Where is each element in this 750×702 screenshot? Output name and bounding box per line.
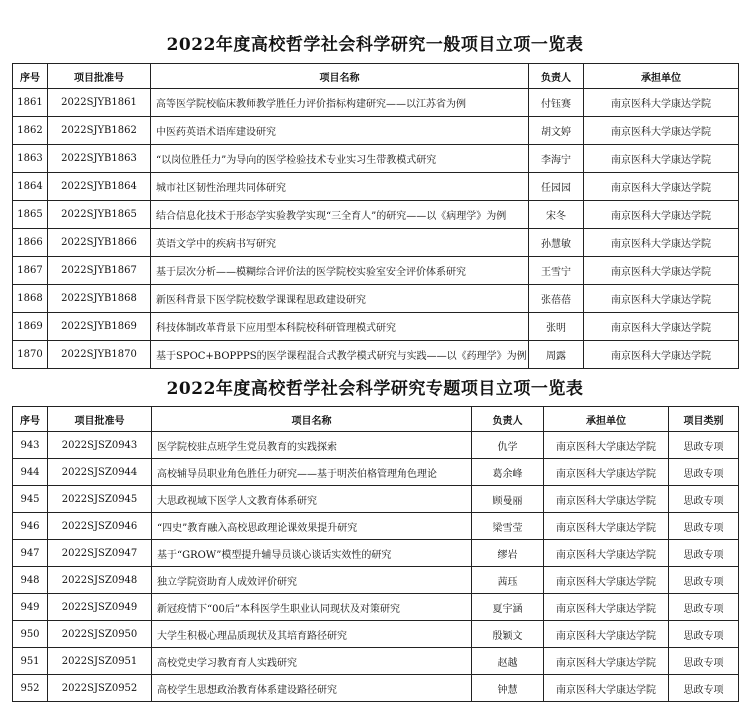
- cell-unit: 南京医科大学康达学院: [544, 621, 669, 648]
- cell-seq: 1868: [13, 285, 48, 313]
- cell-project-name: 结合信息化技术于形态学实验教学实现“三全育人”的研究——以《病理学》为例: [151, 201, 529, 229]
- header-approval-no: 项目批准号: [48, 407, 152, 432]
- cell-leader: 葛余峰: [472, 459, 544, 486]
- cell-seq: 948: [13, 567, 48, 594]
- cell-project-name: 城市社区韧性治理共同体研究: [151, 173, 529, 201]
- table-row: [13, 89, 739, 117]
- cell-approval-no: 2022SJSZ0950: [48, 621, 152, 648]
- table-row: [13, 341, 739, 369]
- table-row: [13, 459, 739, 486]
- cell-approval-no: 2022SJYB1870: [48, 341, 151, 369]
- cell-category: 思政专项: [669, 486, 739, 513]
- table-row: [13, 117, 739, 145]
- header-leader: 负责人: [472, 407, 544, 432]
- cell-seq: 943: [13, 432, 48, 459]
- header-unit: 承担单位: [544, 407, 669, 432]
- cell-leader: 茜珏: [472, 567, 544, 594]
- cell-category: 思政专项: [669, 540, 739, 567]
- cell-leader: 张明: [529, 313, 584, 341]
- cell-unit: 南京医科大学康达学院: [584, 117, 739, 145]
- cell-unit: 南京医科大学康达学院: [544, 675, 669, 702]
- table-row: [13, 513, 739, 540]
- cell-project-name: 高校党史学习教育育人实践研究: [152, 648, 472, 675]
- table-row: [13, 675, 739, 702]
- table-row: [13, 173, 739, 201]
- cell-leader: 钟慧: [472, 675, 544, 702]
- table-row: [13, 229, 739, 257]
- cell-project-name: 大学生积极心理品质现状及其培育路径研究: [152, 621, 472, 648]
- table-row: [13, 432, 739, 459]
- header-leader: 负责人: [529, 64, 584, 89]
- table-row: [13, 567, 739, 594]
- cell-approval-no: 2022SJYB1869: [48, 313, 151, 341]
- cell-project-name: “四史”教育融入高校思政理论课效果提升研究: [152, 513, 472, 540]
- cell-unit: 南京医科大学康达学院: [584, 313, 739, 341]
- cell-leader: 殷颖文: [472, 621, 544, 648]
- cell-category: 思政专项: [669, 513, 739, 540]
- special-projects-table: [12, 406, 739, 702]
- header-seq: 序号: [13, 407, 48, 432]
- cell-leader: 周露: [529, 341, 584, 369]
- header-seq: 序号: [13, 64, 48, 89]
- cell-unit: 南京医科大学康达学院: [584, 341, 739, 369]
- cell-leader: 孙慧敏: [529, 229, 584, 257]
- header-category: 项目类别: [669, 407, 739, 432]
- cell-approval-no: 2022SJYB1867: [48, 257, 151, 285]
- cell-approval-no: 2022SJYB1866: [48, 229, 151, 257]
- cell-unit: 南京医科大学康达学院: [584, 201, 739, 229]
- cell-seq: 949: [13, 594, 48, 621]
- cell-project-name: 大思政视域下医学人文教育体系研究: [152, 486, 472, 513]
- cell-category: 思政专项: [669, 675, 739, 702]
- table1-title: 2022年度高校哲学社会科学研究一般项目立项一览表: [166, 35, 584, 55]
- table-row: [13, 145, 739, 173]
- cell-approval-no: 2022SJSZ0951: [48, 648, 152, 675]
- cell-leader: 宋冬: [529, 201, 584, 229]
- cell-leader: 夏宇涵: [472, 594, 544, 621]
- cell-leader: 任园园: [529, 173, 584, 201]
- cell-category: 思政专项: [669, 594, 739, 621]
- cell-leader: 赵越: [472, 648, 544, 675]
- table-row: [13, 285, 739, 313]
- cell-seq: 950: [13, 621, 48, 648]
- header-project-name: 项目名称: [151, 64, 529, 89]
- cell-leader: 付钰赛: [529, 89, 584, 117]
- cell-seq: 1869: [13, 313, 48, 341]
- cell-approval-no: 2022SJSZ0952: [48, 675, 152, 702]
- cell-unit: 南京医科大学康达学院: [544, 540, 669, 567]
- table-row: [13, 201, 739, 229]
- cell-leader: 胡文婷: [529, 117, 584, 145]
- cell-unit: 南京医科大学康达学院: [544, 513, 669, 540]
- cell-leader: 张蓓蓓: [529, 285, 584, 313]
- cell-project-name: 中医药英语术语库建设研究: [151, 117, 529, 145]
- cell-leader: 缪岩: [472, 540, 544, 567]
- table-row: [13, 257, 739, 285]
- cell-leader: 李海宁: [529, 145, 584, 173]
- cell-unit: 南京医科大学康达学院: [584, 89, 739, 117]
- cell-leader: 顾曼丽: [472, 486, 544, 513]
- cell-approval-no: 2022SJYB1863: [48, 145, 151, 173]
- header-approval-no: 项目批准号: [48, 64, 151, 89]
- cell-approval-no: 2022SJSZ0946: [48, 513, 152, 540]
- table-row: [13, 540, 739, 567]
- table2-title: 2022年度高校哲学社会科学研究专题项目立项一览表: [166, 379, 584, 399]
- cell-approval-no: 2022SJYB1864: [48, 173, 151, 201]
- cell-seq: 944: [13, 459, 48, 486]
- cell-unit: 南京医科大学康达学院: [584, 173, 739, 201]
- cell-category: 思政专项: [669, 432, 739, 459]
- table-row: [13, 648, 739, 675]
- cell-unit: 南京医科大学康达学院: [544, 486, 669, 513]
- header-unit: 承担单位: [584, 64, 739, 89]
- cell-project-name: 英语文学中的疾病书写研究: [151, 229, 529, 257]
- cell-leader: 王雪宁: [529, 257, 584, 285]
- cell-unit: 南京医科大学康达学院: [584, 229, 739, 257]
- cell-approval-no: 2022SJSZ0945: [48, 486, 152, 513]
- cell-seq: 947: [13, 540, 48, 567]
- cell-approval-no: 2022SJYB1861: [48, 89, 151, 117]
- table-row: [13, 313, 739, 341]
- cell-project-name: 独立学院资助育人成效评价研究: [152, 567, 472, 594]
- cell-category: 思政专项: [669, 648, 739, 675]
- cell-approval-no: 2022SJYB1868: [48, 285, 151, 313]
- cell-seq: 1867: [13, 257, 48, 285]
- cell-seq: 1866: [13, 229, 48, 257]
- cell-project-name: 基于层次分析——模糊综合评价法的医学院校实验室安全评价体系研究: [151, 257, 529, 285]
- cell-seq: 1870: [13, 341, 48, 369]
- cell-approval-no: 2022SJYB1862: [48, 117, 151, 145]
- cell-category: 思政专项: [669, 459, 739, 486]
- cell-project-name: 高校学生思想政治教育体系建设路径研究: [152, 675, 472, 702]
- cell-seq: 946: [13, 513, 48, 540]
- cell-unit: 南京医科大学康达学院: [584, 145, 739, 173]
- cell-unit: 南京医科大学康达学院: [584, 285, 739, 313]
- cell-unit: 南京医科大学康达学院: [544, 594, 669, 621]
- cell-approval-no: 2022SJSZ0947: [48, 540, 152, 567]
- cell-seq: 1862: [13, 117, 48, 145]
- cell-unit: 南京医科大学康达学院: [544, 432, 669, 459]
- cell-seq: 952: [13, 675, 48, 702]
- cell-approval-no: 2022SJSZ0948: [48, 567, 152, 594]
- cell-approval-no: 2022SJYB1865: [48, 201, 151, 229]
- table-row: [13, 621, 739, 648]
- cell-project-name: 基于“GROW”模型提升辅导员谈心谈话实效性的研究: [152, 540, 472, 567]
- cell-seq: 1864: [13, 173, 48, 201]
- cell-seq: 951: [13, 648, 48, 675]
- cell-leader: 仇学: [472, 432, 544, 459]
- cell-category: 思政专项: [669, 567, 739, 594]
- general-projects-table: [12, 63, 739, 369]
- header-project-name: 项目名称: [152, 407, 472, 432]
- cell-leader: 梁雪莹: [472, 513, 544, 540]
- table-row: [13, 486, 739, 513]
- cell-project-name: 高校辅导员职业角色胜任力研究——基于明茨伯格管理角色理论: [152, 459, 472, 486]
- cell-project-name: 科技体制改革背景下应用型本科院校科研管理模式研究: [151, 313, 529, 341]
- cell-approval-no: 2022SJSZ0943: [48, 432, 152, 459]
- cell-seq: 1865: [13, 201, 48, 229]
- table-row: [13, 594, 739, 621]
- cell-project-name: 新医科背景下医学院校数学课课程思政建设研究: [151, 285, 529, 313]
- table-header-row: [13, 407, 739, 432]
- cell-approval-no: 2022SJSZ0949: [48, 594, 152, 621]
- cell-unit: 南京医科大学康达学院: [544, 567, 669, 594]
- cell-project-name: 高等医学院校临床教师教学胜任力评价指标构建研究——以江苏省为例: [151, 89, 529, 117]
- cell-approval-no: 2022SJSZ0944: [48, 459, 152, 486]
- cell-unit: 南京医科大学康达学院: [544, 648, 669, 675]
- cell-project-name: “以岗位胜任力”为导向的医学检验技术专业实习生带教模式研究: [151, 145, 529, 173]
- table-header-row: [13, 64, 739, 89]
- cell-project-name: 新冠疫情下“00后”本科医学生职业认同现状及对策研究: [152, 594, 472, 621]
- cell-seq: 1861: [13, 89, 48, 117]
- cell-seq: 945: [13, 486, 48, 513]
- cell-project-name: 基于SPOC+BOPPPS的医学课程混合式教学模式研究与实践——以《药理学》为例: [151, 341, 529, 369]
- cell-unit: 南京医科大学康达学院: [544, 459, 669, 486]
- cell-project-name: 医学院校驻点班学生党员教育的实践探索: [152, 432, 472, 459]
- cell-category: 思政专项: [669, 621, 739, 648]
- cell-seq: 1863: [13, 145, 48, 173]
- cell-unit: 南京医科大学康达学院: [584, 257, 739, 285]
